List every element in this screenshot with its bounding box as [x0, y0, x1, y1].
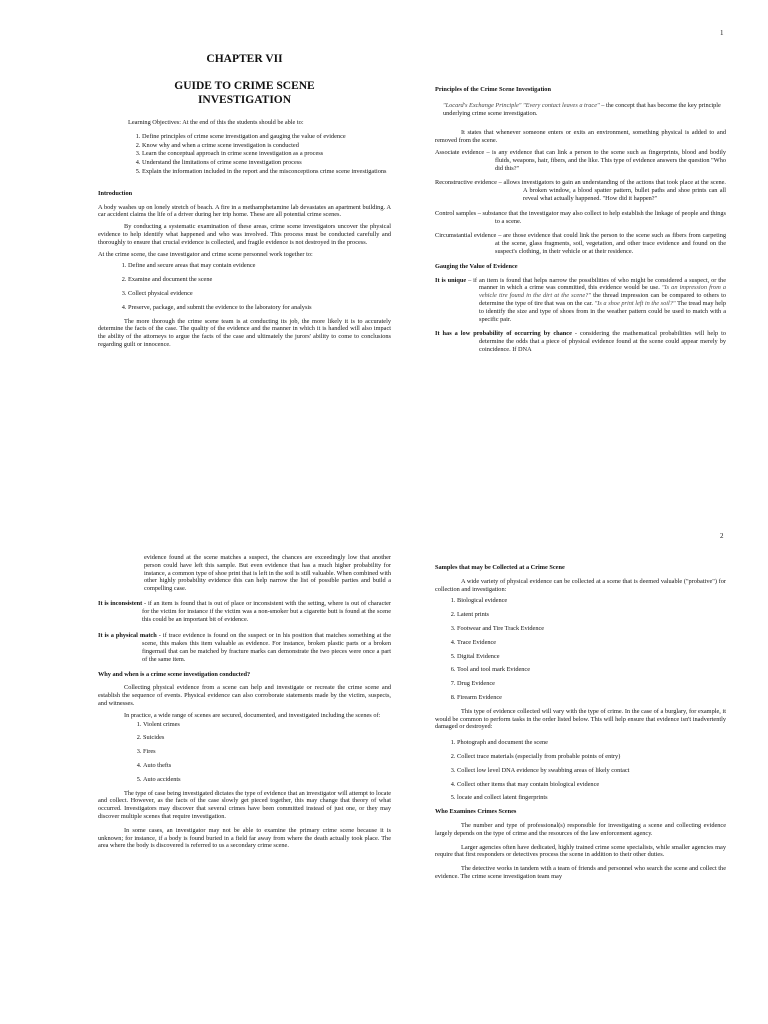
chapter-title-line1: GUIDE TO CRIME SCENE [174, 80, 315, 92]
term: It is unique [435, 276, 467, 284]
term: It has a low probability of occurring by chance [435, 330, 572, 338]
list-item: 3. Collect low level DNA evidence by swabbing areas of likely contact [457, 767, 726, 775]
paragraph: This type of evidence collected will vary with the type of crime. In the case of a burglary, for example, it would be common to perform tasks in the order listed below. This will help ensure that evidence isn't inadvertently damaged or destroyed: [435, 707, 726, 731]
list-item: 8. Firearm Evidence [457, 694, 726, 702]
tasks-list [98, 262, 391, 311]
list-item: 5. locate and collect latent fingerprints [457, 794, 726, 802]
list-item: 5. Auto accidents [143, 776, 391, 784]
section-heading-why: Why and when is a crime scene investigation conducted? [98, 670, 251, 678]
page1-left-column [98, 52, 391, 353]
page-number: 1 [720, 29, 724, 37]
list-item: 1. Photograph and document the scene [457, 739, 726, 747]
paragraph: It states that whenever someone enters or exits an environment, something physical is added to and removed from the scene. [435, 129, 726, 145]
list-item: 2. Examine and document the scene [128, 276, 391, 284]
term: Reconstructive evidence [435, 179, 497, 187]
paragraph: The detective works in tandem with a team of friends and personnel who search the scene and collect the evidence. The crime scene investigation team may [435, 865, 726, 880]
section-heading-samples: Samples that may be Collected at a Crime Scene [435, 564, 565, 571]
definition-circumstantial [435, 232, 726, 255]
list-item: 4. Auto thefts [143, 762, 391, 770]
chapter-heading: CHAPTER VII [206, 53, 283, 65]
list-item: 2. Latent prints [457, 611, 726, 619]
objectives-intro: Learning Objectives: At the end of this the students should be able to: [128, 119, 304, 126]
steps-list [435, 739, 726, 802]
definition: - considering the mathematical probabilities will help to determine the odds that a piece of physical evidence found at the scene could appear merely by coincidence. If DNA [479, 330, 726, 353]
criterion-inconsistent [98, 600, 391, 623]
criterion-low-probability [435, 330, 726, 353]
list-item: 1. Violent crimes [143, 721, 391, 729]
list-item: 5. Explain the information included in the report and the misconceptions crime scene investigations [142, 168, 391, 176]
list-item: 3. Footwear and Tire Track Evidence [457, 625, 726, 633]
continued-text: evidence found at the scene matches a suspect, the chances are exceedingly low that another person could have left this sample. But even evidence that has a much higher probability for instance, a common type of shoe print that is left in the soil is still valuable. When combined with other highly probability evidence this can help narrow the list of possible parties and build a compelling case. [144, 554, 391, 593]
term: Circumstantial evidence [435, 232, 497, 240]
quote: "Is an impression from a vehicle tire found in the dirt at the scene?" [479, 284, 726, 300]
list-item: 6. Tool and tool mark Evidence [457, 666, 726, 674]
paragraph: The type of case being investigated dictates the type of evidence that an investigator will attempt to locate and collect. However, as the facts of the case slowly get pieced together, this may change that theory of what occurred. Investigators may discover that several crimes have been committed instead of just one, or they may discover multiple scenes that require investigation. [98, 789, 391, 820]
definition: – allows investigators to gain an understanding of the actions that took place at the scene. A broken window, a blood spatter pattern, bullet paths and shoe prints can all reveal what actually happened. "How did it happen?" [496, 179, 727, 202]
section-heading-who: Who Examines Crimes Scenes [435, 808, 517, 816]
definition-control [435, 210, 726, 226]
list-item: 4. Understand the limitations of crime scene investigation process [142, 159, 391, 167]
chapter-title-line2: INVESTIGATION [197, 94, 292, 106]
section-heading-principles: Principles of the Crime Scene Investigation [435, 86, 551, 93]
definition: - if an item is found that is out of place or inconsistent with the setting, where is out of character for the victim for instance if the victim was a non-smoker but a cigarette butt is found at the scene this could be an important bit of evidence. [142, 599, 392, 623]
section-heading-gauging: Gauging the Value of Evidence [435, 262, 518, 270]
criterion-physical-match [98, 632, 391, 663]
list-item: 4. Preserve, package, and submit the evidence to the laboratory for analysis [128, 304, 391, 312]
criterion-unique [435, 277, 726, 324]
section-heading-introduction: Introduction [98, 189, 133, 197]
list-item: 2. Suicides [143, 734, 391, 742]
list-item: 7. Drug Evidence [457, 680, 726, 688]
paragraph: At the crime scene, the case investigator and crime scene personnel work together to: [98, 250, 313, 258]
definition: The tread may help to identify the size and type of shoes from in the weather pattern could be used to match with a specific pair. [479, 299, 726, 323]
list-item: 2. Know why and when a crime scene investigation is conducted [142, 142, 391, 150]
paragraph: A body washes up on lonely stretch of beach. A fire in a methamphetamine lab devastates an apartment building. A car accident claims the life of a driver during her trip home. These are all potential crime scenes. [98, 203, 391, 219]
term: Control samples [435, 209, 477, 217]
locard-text: – the concept that has become the key principle underlying crime scene investigation. [443, 101, 721, 117]
list-item: 2. Collect trace materials (especially from probable points of entry) [457, 753, 726, 761]
list-item: 5. Digital Evidence [457, 653, 726, 661]
samples-list [435, 597, 726, 701]
list-item: 4. Collect other items that may contain biological evidence [457, 781, 726, 789]
page2-right-column [435, 564, 726, 885]
page2-left-column [98, 554, 391, 854]
definition: – if an item is found that helps narrow the possibilities of who might be considered a suspect, or the manner in which a crime was committed, this evidence would be use. [466, 276, 727, 292]
definition: - if trace evidence is found on the suspect or in his position that matches something at the scene, this makes this item valuable as evidence. For instance, broken plastic parts or a broken fingernail that can be matched by fracture marks can demonstrate the two pieces were once a part of the same item. [142, 632, 391, 663]
list-item: 3. Collect physical evidence [128, 290, 391, 298]
paragraph: The number and type of professional(s) responsible for investigating a scene and collecting evidence largely depends on the type of crime and the resources of the law enforcement agency. [435, 821, 726, 837]
locard-principle [435, 102, 726, 118]
paragraph: Larger agencies often have dedicated, highly trained crime scene specialists, while smaller agencies may require that first responders or detectives process the scene in addition to their other duties. [435, 843, 726, 859]
paragraph: In practice, a wide range of scenes are secured, documented, and investigated including the scenes of: [124, 711, 381, 719]
definition: – is any evidence that can link a person to the scene such as fingerprints, blood and bodily fluids, weapons, hair, fibers, and the like. This type of evidence answers the question "Who did this?" [484, 148, 726, 172]
paragraph: In some cases, an investigator may not be able to examine the primary crime scene because it is unknown; for instance, if a body is found buried in a field far away from where the death actually took place. The area where the body is discovered is referred to us a secondary crime scene. [98, 826, 391, 850]
definition-associate [435, 149, 726, 172]
definition: the thread impression can be compared to others to determine the type of tire that was on the car. [479, 292, 726, 307]
objectives-list [98, 133, 391, 176]
scenes-list [98, 721, 391, 784]
paragraph: A wide variety of physical evidence can be collected at a scene that is deemed valuable ("probative") for collection and investigation: [435, 577, 726, 593]
paragraph: By conducting a systematic examination of these areas, crime scene investigators uncover the physical evidence to help identify what happened and who was involved. This process must be conducted carefully and thoroughly to ensure that crucial evidence is collected, and fragile evidence is not destroyed in the process. [98, 223, 391, 246]
term: It is a physical match [98, 632, 157, 640]
term: It is inconsistent [98, 599, 143, 607]
term: Associate evidence [435, 148, 485, 156]
definition-reconstructive [435, 179, 726, 202]
list-item: 1. Define principles of crime scene investigation and gauging the value of evidence [142, 133, 391, 141]
locard-quote: "Locard's Exchange Principle" "Every contact leaves a trace" [443, 101, 600, 109]
paragraph: The more thorough the crime scene team is at conducting its job, the more likely it is to accurately determine the facts of the case. The quality of the evidence and the manner in which it is handled will also impact the ability of the attorneys to argue the facts of the case and ultimately the jurors' ability to come to conclusions regarding guilt or innocence. [98, 317, 391, 348]
paragraph: Collecting physical evidence from a scene can help and investigate or recreate the crime scene and establish the sequence of events. Physical evidence can also corroborate statements made by the victim, suspects, and witnesses. [98, 684, 391, 707]
page1-right-column [435, 86, 726, 361]
list-item: 1. Define and secure areas that may contain evidence [128, 262, 391, 270]
page-number: 2 [720, 532, 724, 540]
definition: – substance that the investigator may also collect to help establish the linkage of people and things to a scene. [476, 209, 726, 225]
list-item: 3. Learn the conceptual approach in crime scene investigation as a process [142, 150, 391, 158]
chapter-title [98, 79, 391, 107]
definition: – are those evidence that could link the person to the scene such as fibers from carpeting at the scene, glass fragments, soil, vegetation, and other trace evidence and found on the suspect's clothing, in their vehicle or at their residence. [495, 232, 726, 255]
document-page-2 [0, 512, 768, 1024]
list-item: 1. Biological evidence [457, 597, 726, 605]
quote: "Is a shoe print left in the soil?" [594, 299, 676, 307]
list-item: 4. Trace Evidence [457, 639, 726, 647]
list-item: 3. Fires [143, 748, 391, 756]
